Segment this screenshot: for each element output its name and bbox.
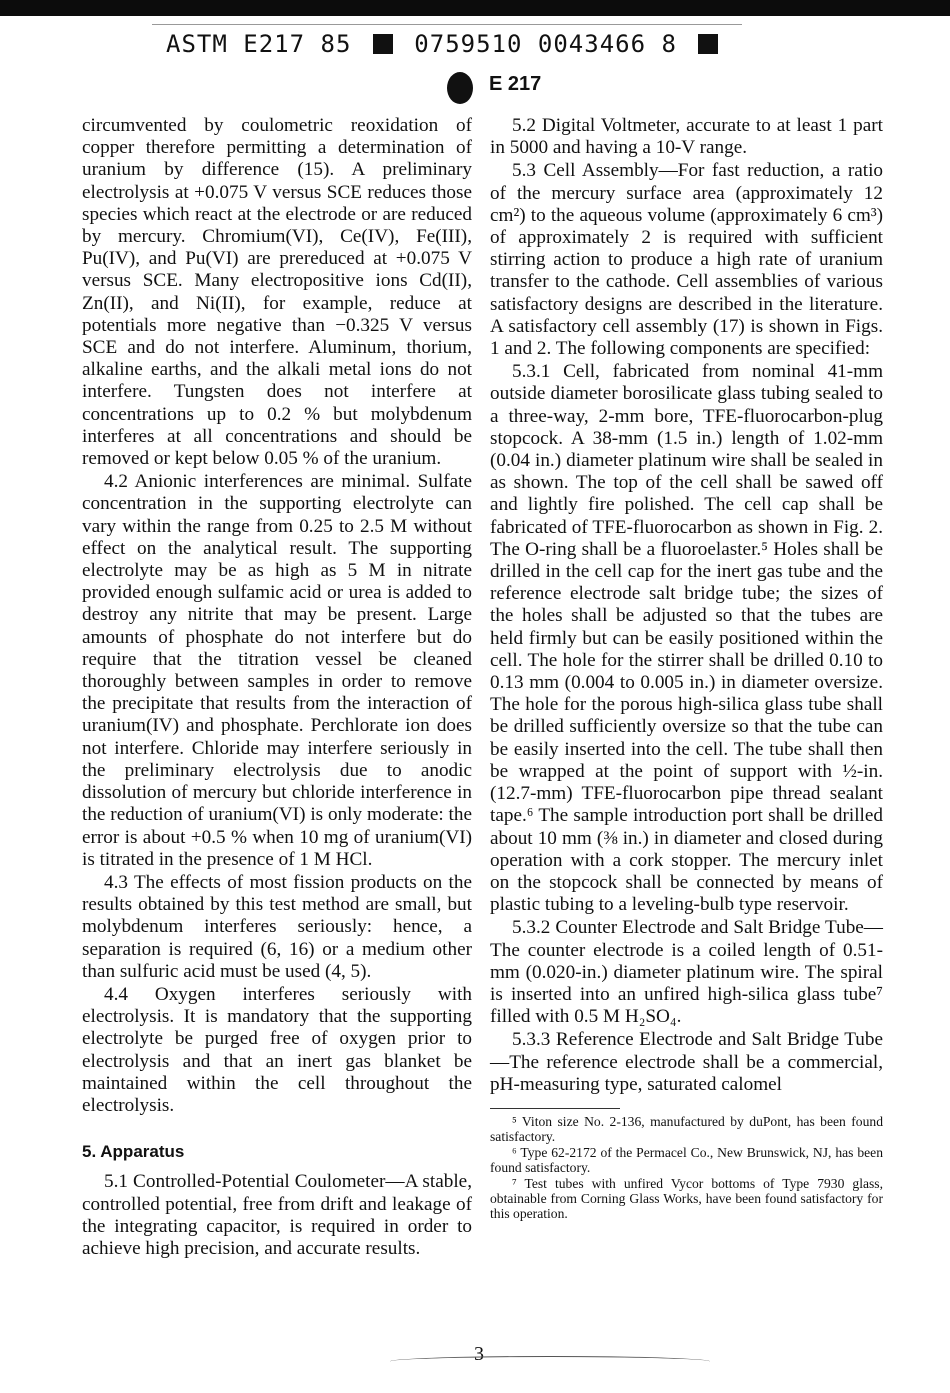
scan-smudge (390, 1356, 710, 1367)
paragraph: 5.2 Digital Voltmeter, accurate to at least 1 part in 5000 and having a 10-V range. (490, 115, 883, 159)
page-number: 3 (474, 1343, 484, 1365)
footnote: ⁷ Test tubes with unfired Vycor bottoms of Type 7930 glass, obtainable from Corning Glass Works, have been found satisfactory for this operation. (490, 1176, 883, 1221)
footnote: ⁵ Viton size No. 2-136, manufactured by duPont, has been found satisfactory. (490, 1113, 883, 1144)
standard-id: E 217 (489, 73, 542, 95)
header-rule (152, 24, 742, 25)
paragraph: 5.1 Controlled-Potential Coulometer—A stable, controlled potential, free from drift and leakage of the integrating capacitor, is required in order to achieve high precision, and accurate results. (82, 1171, 472, 1259)
black-block-mark (698, 34, 718, 54)
paragraph: 4.4 Oxygen interferes seriously with electrolysis. It is mandatory that the supporting electrolyte be purged free of oxygen prior to electrolysis and that an inert gas blanket be maintained within the cell throughout the electrolysis. (82, 983, 472, 1116)
header-code-part2: 0759510 0043466 8 (414, 30, 677, 58)
footnote: ⁶ Type 62-2172 of the Permacel Co., New Brunswick, NJ, has been found satisfactory. (490, 1145, 883, 1175)
document-code-header (166, 30, 724, 58)
paragraph: 5.3 Cell Assembly—For fast reduction, a ratio of the mercury surface area (approximately 12 cm²) to the aqueous volume (approximately 6 cm³) of approximately 2 is required with sufficient stirring action to produce a high rate of uranium transfer to the cathode. Cell assemblies of various satisfactory designs are described in the literature. A satisfactory cell assembly (17) is shown in Figs. 1 and 2. The following components are specified: (490, 160, 883, 360)
paragraph: 4.3 The effects of most fission products on the results obtained by this test method are small, but molybdenum interferes seriously: hence, a separation is required (6, 16) or a medium other than sulfuric acid must be used (4, 5). (82, 871, 472, 982)
footnote-rule (490, 1108, 620, 1109)
scan-top-bar (0, 0, 950, 16)
paragraph: 5.3.3 Reference Electrode and Salt Bridge Tube—The reference electrode shall be a commercial, pH-measuring type, saturated calomel (490, 1029, 883, 1095)
left-column (82, 115, 472, 1260)
section-heading: 5. Apparatus (82, 1142, 185, 1162)
paragraph: circumvented by coulometric reoxidation of copper therefore permitting a determination of uranium by difference (15). A preliminary electrolysis at +0.075 V versus SCE reduces those species which react at the electrode or are reduced by mercury. Chromium(VI), Ce(IV), Fe(III), Pu(IV), and Pu(VI) are prereduced at +0.075 V versus SCE. Many electropositive ions Cd(II), Zn(II), and Ni(II), for example, reduce at potentials more negative than −0.325 V versus SCE and do not interfere. Aluminum, thorium, alkaline earths, and the alkali metal ions do not interfere. Tungsten does not interfere at concentrations up to 0.2 % but molybdenum interferes at all concentrations and should be removed or kept below 0.05 % of the uranium. (82, 115, 472, 470)
right-column (490, 115, 883, 1221)
header-code-part1: ASTM E217 85 (166, 30, 352, 58)
paragraph: 5.3.2 Counter Electrode and Salt Bridge Tube—The counter electrode is a coiled length of 0.51-mm (0.020-in.) diameter platinum wire. The spiral is inserted into an unfired high-silica glass tube⁷ filled with 0.5 M H₂SO₄. (490, 917, 883, 1028)
black-block-mark (373, 34, 393, 54)
astm-logo-icon (447, 72, 473, 104)
paragraph: 4.2 Anionic interferences are minimal. Sulfate concentration in the supporting electrolyte can vary within the range from 0.25 to 2.5 M without effect on the analytical result. The supporting electrolyte may be as high as 5 M in nitrate provided enough sulfamic acid or urea is added to destroy any nitrite that may be present. Large amounts of phosphate do not interfere but do require that the titration vessel be cleaned thoroughly between samples in order to remove the precipitate that results from the interaction of uranium(IV) and phosphate. Perchlorate ion does not interfere. Chloride may interfere seriously in the preliminary electrolysis due to anodic dissolution of mercury but chloride interference in the reduction of uranium(VI) is only moderate: the error is about +0.5 % when 10 mg of uranium(VI) is titrated in the presence of 1 M HCl. (82, 471, 472, 870)
paragraph: 5.3.1 Cell, fabricated from nominal 41-mm outside diameter borosilicate glass tubing sealed to a three-way, 2-mm bore, TFE-fluorocarbon-plug stopcock. A 38-mm (1.5 in.) length of 1.02-mm (0.04 in.) diameter platinum wire shall be sealed in as shown. The top of the cell shall be sawed off and lightly fire polished. The cell cap shall be fabricated of TFE-fluorocarbon as shown in Fig. 2. The O-ring shall be a fluoroelaster.⁵ Holes shall be drilled in the cell cap for the inert gas tube and the reference electrode salt bridge tube; the sizes of the holes shall be adjusted so that the tubes are held firmly but can be easily positioned within the cell. The hole for the stirrer shall be drilled 0.10 to 0.13 mm (0.004 to 0.005 in.) in diameter oversize. The hole for the porous high-silica glass tube shall be drilled sufficiently oversize so that the tube can be easily inserted into the cell. The tube shall then be wrapped at the point of support with ½-in. (12.7-mm) TFE-fluorocarbon pipe thread sealant tape.⁶ The sample introduction port shall be drilled about 10 mm (⅜ in.) in diameter and closed during operation with a cork stopper. The mercury inlet on the stopcock shall be connected by means of plastic tubing to a leveling-bulb type reservoir. (490, 361, 883, 916)
